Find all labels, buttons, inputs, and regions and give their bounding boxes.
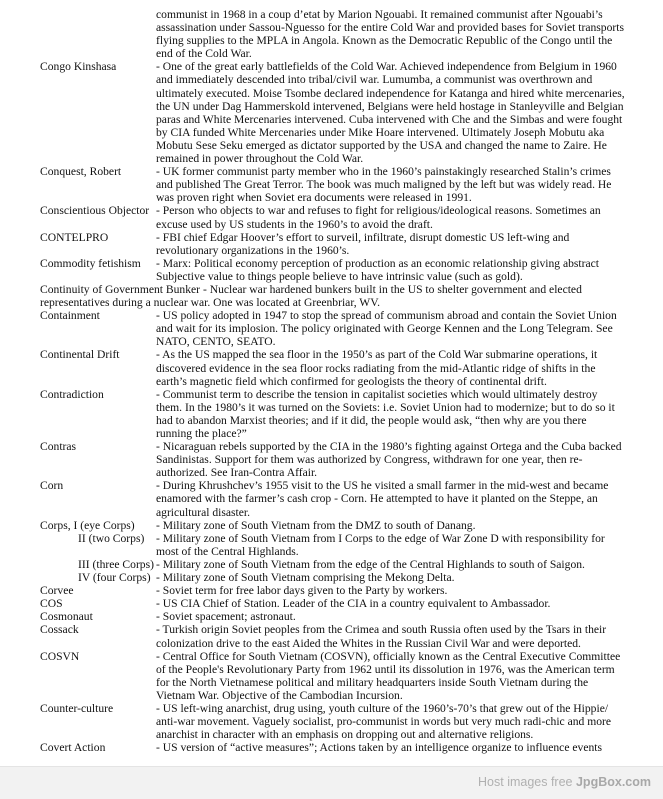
- glossary-entries: [40, 8, 625, 754]
- entry-term: IV (four Corps): [78, 571, 151, 585]
- entry-definition: - As the US mapped the sea floor in the 1950’s as part of the Cold War submarine operations, it discovered evidence in the sea floor rocks radiating from the mid-Atlantic ridge of shifts in the earth’s magnetic field which confirmed for geologists the theory of continental drift.: [156, 348, 598, 388]
- glossary-entry: [40, 571, 625, 584]
- footer-caption: Host images free: [478, 775, 573, 789]
- entry-term: Corvee: [40, 584, 74, 598]
- entry-definition: - Person who objects to war and refuses to fight for religious/ideological reasons. Sometimes an excuse used by US students in the 1960’s to avoid the draft.: [156, 204, 601, 231]
- entry-term: III (three Corps): [78, 557, 154, 571]
- entry-term: Commodity fetishism: [40, 256, 141, 270]
- glossary-entry: [40, 519, 625, 532]
- glossary-entry: [40, 348, 625, 387]
- entry-definition: - Communist term to describe the tension in capitalist societies which would ultimately destroy them. In the 1980’s it was turned on the Soviets: i.e. Soviet Union had to modernize; but to do so it had to abandon Marxist theories; and if it did, the people would ask, “then why are you there running the place?”: [156, 387, 615, 440]
- entry-definition: - Military zone of South Vietnam from the DMZ to south of Danang.: [156, 518, 476, 532]
- entry-term: Corps, I (eye Corps): [40, 518, 135, 532]
- glossary-entry: [40, 623, 625, 649]
- entry-term: Counter-culture: [40, 701, 114, 715]
- entry-term: II (two Corps): [78, 531, 145, 545]
- entry-term: Contradiction: [40, 387, 104, 401]
- entry-term: COS: [40, 597, 63, 611]
- entry-term: Containment: [40, 309, 100, 323]
- entry-term: Corn: [40, 479, 64, 493]
- entry-definition: - Central Office for South Vietnam (COSVN), officially known as the Central Executive Committee of the People's Revolutionary Party from 1962 until its dissolution in 1976, was the American term for the North Vietnamese political and military headquarters inside South Vietnam during the Vietnam War. Objective of the Cambodian Incursion.: [156, 649, 621, 702]
- glossary-entry: [40, 532, 625, 558]
- glossary-entry: [40, 597, 625, 610]
- entry-definition: - UK former communist party member who in the 1960’s painstakingly researched Stalin’s crimes and published The Great Terror. The book was much maligned by the left but was widely read. He was proven right when Soviet era documents were released in 1991.: [156, 165, 612, 205]
- entry-definition: - Military zone of South Vietnam from I Corps to the edge of War Zone D with responsibility for most of the Central Highlands.: [156, 531, 605, 558]
- entry-definition: - FBI chief Edgar Hoover’s effort to surveil, infiltrate, disrupt domestic US left-wing and revolutionary organizations in the 1960’s.: [156, 230, 570, 257]
- entry-term: CONTELPRO: [40, 230, 109, 244]
- entry-definition: - Turkish origin Soviet peoples from the Crimea and south Russia often used by the Tsars in their colonization drive to the east Aided the Whites in the Russian Civil War and were deported.: [156, 623, 607, 650]
- host-footer-bar: [0, 766, 663, 799]
- glossary-entry: [40, 650, 625, 702]
- entry-definition: - Military zone of South Vietnam from the edge of the Central Highlands to south of Saigon.: [156, 557, 585, 571]
- footer-brand: JpgBox.com: [575, 775, 651, 789]
- glossary-entry: [40, 479, 625, 518]
- glossary-entry: [40, 702, 625, 741]
- glossary-entry: [40, 584, 625, 597]
- glossary-entry: [40, 741, 625, 754]
- glossary-entry: [40, 8, 625, 60]
- entry-definition: - US version of “active measures”; Actions taken by an intelligence organize to influence events: [156, 741, 602, 755]
- entry-definition: - One of the great early battlefields of the Cold War. Achieved independence from Belgium in 1960 and immediately descended into tribal/civil war. Lumumba, a communist was overthrown and ultimately executed. Moise Tsombe declared independence for Katanga and hired white mercenaries, the UN under Dag Hammerskold intervened, Belgians were held hostage in Stanleyville and Belgian paras and White Mercenaries intervened. Cuba intervened with Che and the Simbas and were fought by CIA funded White Mercenaries under Mike Hoare intervened. Ultimately Joseph Mobutu aka Mobutu Sese Seku emerged as dictator supported by the USA and changed the name to Zaire. He remained in power throughout the Cold War.: [156, 60, 625, 166]
- entry-definition: [40, 283, 625, 309]
- entry-term: Cosmonaut: [40, 610, 93, 624]
- entry-term: [40, 8, 156, 60]
- glossary-entry: [40, 60, 625, 165]
- entry-definition: communist in 1968 in a coup d’etat by Marion Ngouabi. It remained communist after Ngouabi’s assassination under Sassou-Nguesso for the entire Cold War and provided bases for Soviet transports flying supplies to the MPLA in Angola. Known as the Democratic Republic of the Congo until the end of the Cold War.: [156, 8, 624, 61]
- glossary-entry: [40, 388, 625, 440]
- glossary-entry: [40, 204, 625, 230]
- entry-definition: - US policy adopted in 1947 to stop the spread of communism abroad and contain the Soviet Union and wait for its implosion. The policy originated with George Kennen and the Long Telegram. See NATO, CENTO, SEATO.: [156, 309, 617, 349]
- entry-definition: - US CIA Chief of Station. Leader of the CIA in a country equivalent to Ambassador.: [156, 597, 551, 611]
- entry-term: Conquest, Robert: [40, 165, 122, 179]
- glossary-entry: [40, 257, 625, 283]
- entry-definition: - Marx: Political economy perception of production as an economic relationship giving abstract Subjective value to things people believe to have intrinsic value (such as gold).: [156, 256, 600, 283]
- entry-definition: - Soviet term for free labor days given to the Party by workers.: [156, 584, 448, 598]
- glossary-entry: [40, 309, 625, 348]
- entry-term: Cossack: [40, 623, 79, 637]
- entry-definition: - Military zone of South Vietnam comprising the Mekong Delta.: [156, 571, 455, 585]
- entry-definition: - Soviet spacement; astronaut.: [156, 610, 296, 624]
- glossary-entry: [40, 610, 625, 623]
- entry-term: Conscientious Objector: [40, 204, 150, 218]
- host-footer-link[interactable]: [478, 775, 651, 789]
- entry-definition-text: - Nuclear war hardened bunkers built in the US to shelter government and elected representatives during a nuclear war. One was located at Greenbriar, WV.: [40, 282, 582, 310]
- entry-term: Continuity of Government Bunker: [40, 282, 201, 296]
- entry-term: Continental Drift: [40, 348, 120, 362]
- entry-term: Contras: [40, 440, 77, 454]
- glossary-entry: [40, 231, 625, 257]
- entry-term: Congo Kinshasa: [40, 60, 117, 74]
- entry-definition: - Nicaraguan rebels supported by the CIA in the 1980’s fighting against Ortega and the Cuba backed Sandinistas. Support for them was authorized by Congress, withdrawn for one year, then re-authorized. See Iran-Contra Affair.: [156, 440, 622, 480]
- glossary-entry: [40, 165, 625, 204]
- entry-term: Covert Action: [40, 741, 106, 755]
- entry-definition: - During Khrushchev’s 1955 visit to the US he visited a small farmer in the mid-west and became enamored with the farmer’s cash crop - Corn. He attempted to have it planted on the Steppe, an agricultural disaster.: [156, 479, 609, 519]
- entry-definition: - US left-wing anarchist, drug using, youth culture of the 1960’s-70’s that grew out of the Hippie/ anti-war movement. Vaguely socialist, pro-communist in words but very much radi-chic and more anarchist in character with an emphasis on dropping out and alternative religions.: [156, 701, 612, 742]
- glossary-entry: [40, 440, 625, 479]
- entry-term: COSVN: [40, 649, 80, 663]
- glossary-entry: [40, 283, 625, 309]
- glossary-entry: [40, 558, 625, 571]
